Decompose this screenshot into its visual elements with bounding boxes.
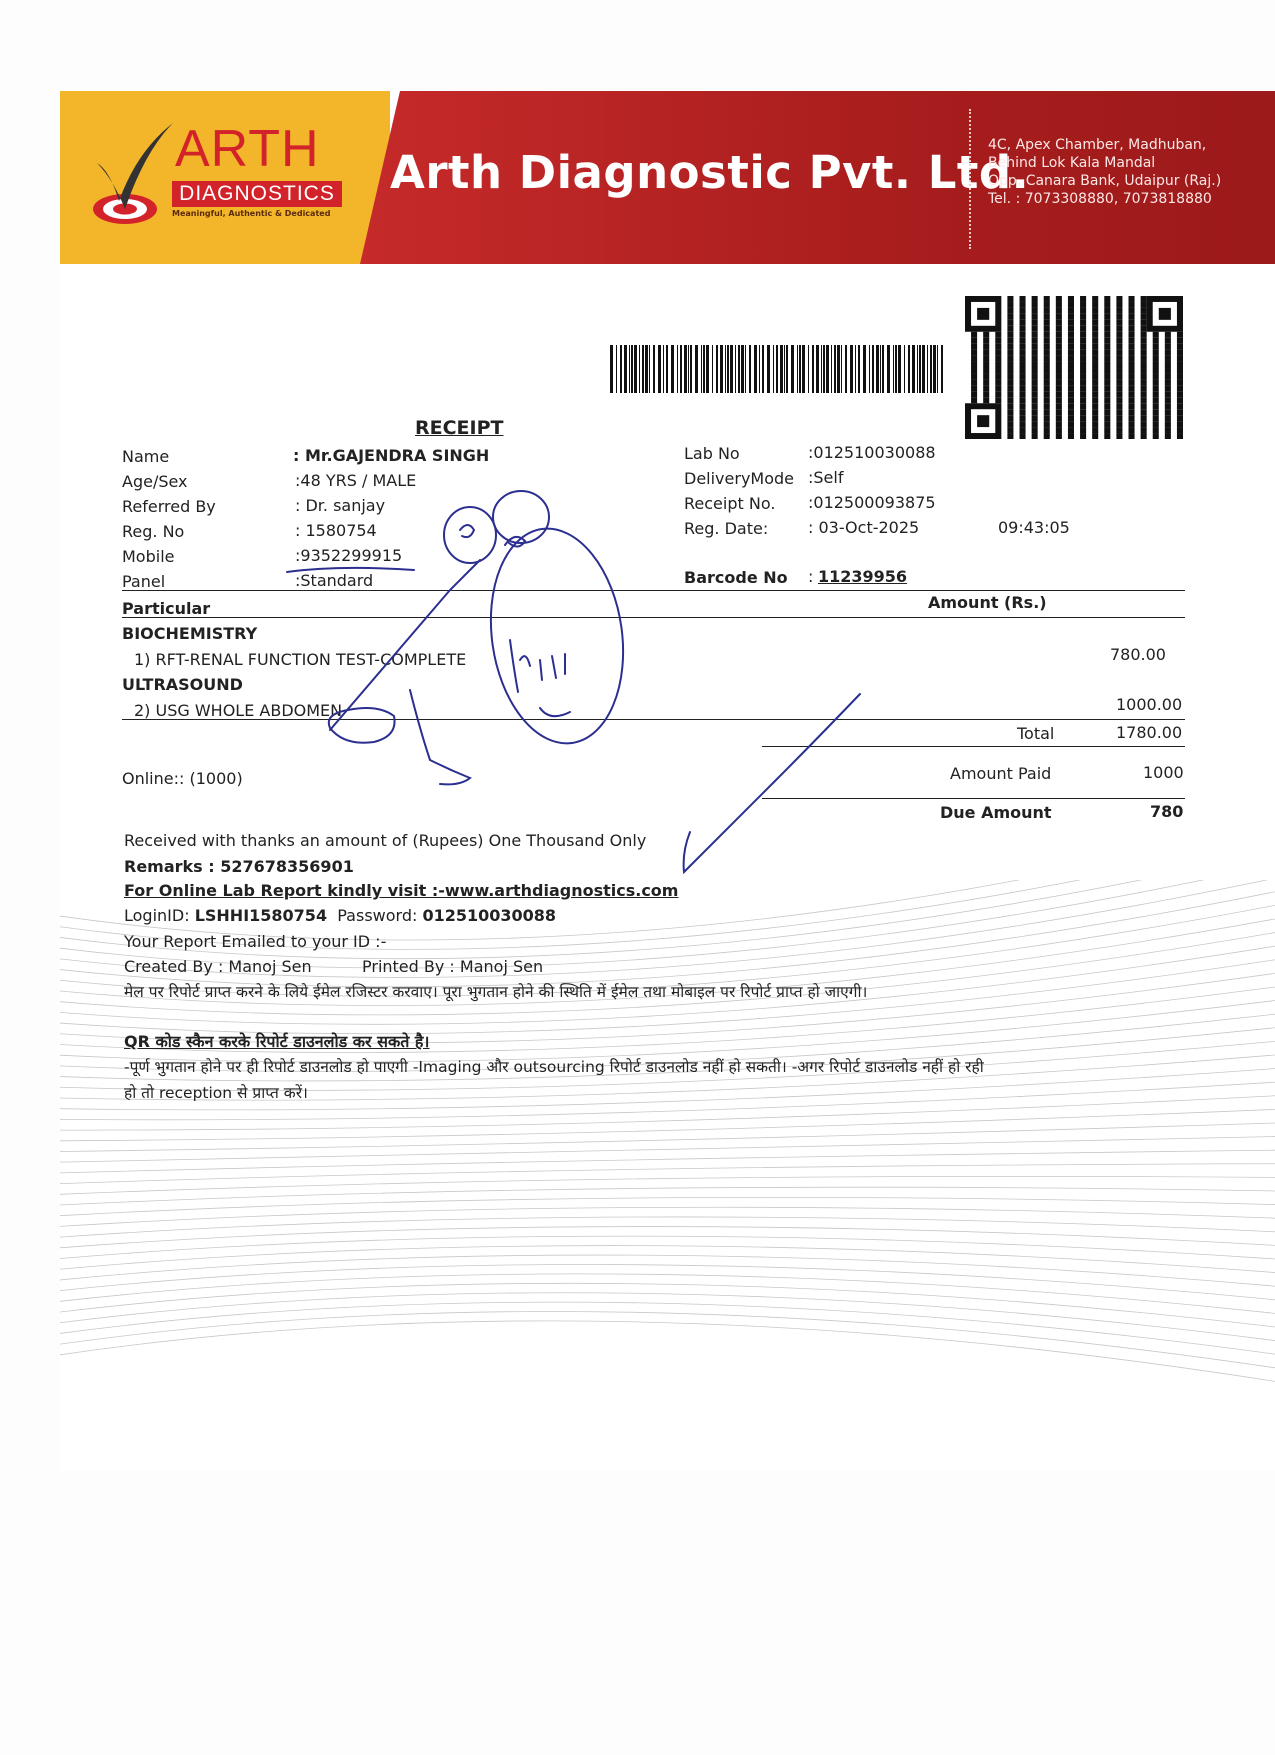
hindi-download-line2: हो तो reception से प्राप्त करें। [124, 1084, 308, 1102]
reg-no-label: Reg. No [122, 522, 185, 541]
total-label: Total [1017, 724, 1055, 743]
name-value: : Mr.GAJENDRA SINGH [293, 446, 490, 465]
delivery-label: DeliveryMode [684, 469, 795, 488]
password-value: 012510030088 [422, 906, 557, 925]
login-line: LoginID: LSHHI1580754 Password: 012510030088 [124, 906, 557, 925]
qr-download-heading: QR कोड स्कैन करके रिपोर्ट डाउनलोड कर सकते है। [124, 1032, 430, 1051]
logo-word: ARTH [175, 120, 320, 178]
logo-tagline: Meaningful, Authentic & Dedicated [172, 209, 331, 218]
section-heading-ultrasound: ULTRASOUND [122, 675, 243, 694]
reg-time-value: 09:43:05 [998, 518, 1070, 537]
due-amount-label: Due Amount [940, 803, 1052, 822]
emailed-text: Your Report Emailed to your ID :- [124, 932, 387, 951]
total-value: 1780.00 [1116, 723, 1183, 742]
col-particular: Particular [122, 599, 211, 618]
reg-date-label: Reg. Date: [684, 519, 769, 538]
due-amount-value: 780 [1150, 802, 1184, 821]
lab-no-label: Lab No [684, 444, 740, 463]
col-amount: Amount (Rs.) [928, 593, 1047, 612]
online-payment: Online:: (1000) [122, 769, 243, 788]
section-heading-biochemistry: BIOCHEMISTRY [122, 624, 258, 643]
referred-value: : Dr. sanjay [295, 496, 386, 515]
remarks-text: Remarks : 527678356901 [124, 857, 354, 876]
item-rft: 1) RFT-RENAL FUNCTION TEST-COMPLETE [134, 650, 467, 669]
amount-usg: 1000.00 [1116, 695, 1183, 714]
logo-sub: DIAGNOSTICS [172, 181, 342, 207]
company-name: Arth Diagnostic Pvt. Ltd. [390, 146, 1030, 199]
barcode-no-value: 11239956 [818, 567, 908, 586]
online-report-link[interactable]: For Online Lab Report kindly visit :-www.arthdiagnostics.com [124, 881, 679, 900]
referred-label: Referred By [122, 497, 216, 516]
hindi-download-line1: -पूर्ण भुगतान होने पर ही रिपोर्ट डाउनलोड हो पाएगी -Imaging और outsourcing रिपोर्ट डाउनलोड नहीं हो सकती। -अगर रिपोर्ट डाउनलोड नहीं हो रही [124, 1058, 984, 1076]
hindi-email-note: मेल पर रिपोर्ट प्राप्त करने के लिये ईमेल रजिस्टर करवाए। पूरा भुगतान होने की स्थिति में ईमेल तथा मोबाइल पर रिपोर्ट प्राप्त हो जाएगी। [124, 983, 868, 1001]
amount-paid-value: 1000 [1143, 763, 1184, 782]
age-label: Age/Sex [122, 472, 188, 491]
delivery-value: :Self [808, 468, 844, 487]
reg-no-value: : 1580754 [295, 521, 377, 540]
lab-no-value: :012510030088 [808, 443, 936, 462]
company-address: 4C, Apex Chamber, Madhuban, Behind Lok Kala Mandal Opp. Canara Bank, Udaipur (Raj.) Tel. : 7073308880, 7073818880 [988, 137, 1222, 207]
name-label: Name [122, 447, 170, 466]
created-by: Created By : Manoj Sen [124, 957, 312, 976]
panel-label: Panel [122, 572, 166, 591]
received-text: Received with thanks an amount of (Rupees) One Thousand Only [124, 831, 647, 850]
item-usg: 2) USG WHOLE ABDOMEN [134, 701, 343, 720]
receipt-no-value: :012500093875 [808, 493, 936, 512]
barcode-no-label: Barcode No [684, 568, 788, 587]
printed-by: Printed By : Manoj Sen [362, 957, 544, 976]
age-value: :48 YRS / MALE [295, 471, 417, 490]
mobile-label: Mobile [122, 547, 175, 566]
login-id-value: LSHHI1580754 [194, 906, 328, 925]
panel-value: :Standard [295, 571, 374, 590]
amount-paid-label: Amount Paid [950, 764, 1052, 783]
receipt-no-label: Receipt No. [684, 494, 776, 513]
barcode-colon: : [808, 567, 814, 586]
amount-rft: 780.00 [1110, 645, 1166, 664]
mobile-value: :9352299915 [295, 546, 403, 565]
reg-date-value: : 03-Oct-2025 [808, 518, 920, 537]
receipt-title: RECEIPT [415, 417, 504, 439]
